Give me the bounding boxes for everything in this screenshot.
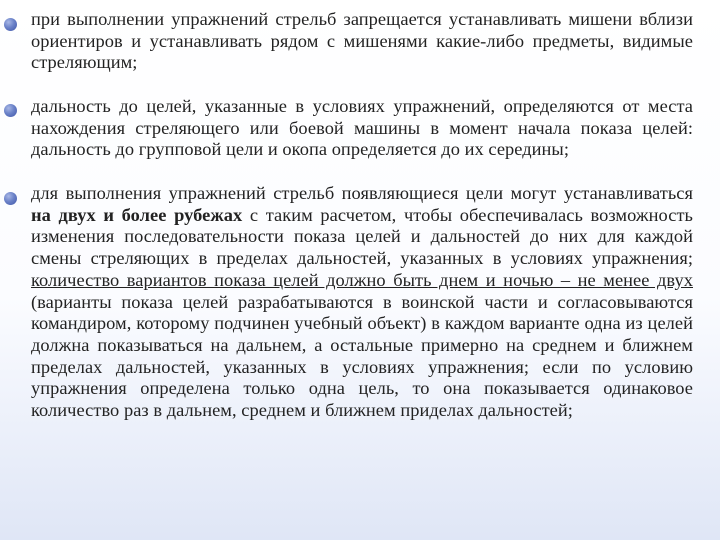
item-2-text: дальность до целей, указанные в условиях упражнений, определяются от места нахождения стреляющего или боевой машины в момент начала показа целей: дальность до групповой цели и окопа определяется до их середины; <box>31 96 693 160</box>
bullet-icon <box>4 104 17 117</box>
bullet-icon <box>4 18 17 31</box>
list-item-3 <box>31 183 693 422</box>
item-3-underlined-text: количество вариантов показа целей должно быть днем и ночью – не менее двух <box>31 269 693 290</box>
item-3-bold-text: на двух и более рубежах <box>31 204 243 225</box>
list-item-2 <box>31 96 693 161</box>
item-1-text: при выполнении упражнений стрельб запрещается устанавливать мишени вблизи ориентиров и устанавливать рядом с мишенями какие-либо предметы, видимые стреляющим; <box>31 9 693 73</box>
item-3-text-a: для выполнения упражнений стрельб появляющиеся цели могут устанавливаться <box>31 183 693 203</box>
item-3-text-b: с таким расчетом, чтобы обеспечивалась возможность изменения последовательности показа целей и дальностей до них для каждой смены стреляющих в пределах дальностей, указанных в условиях упражнения; <box>31 204 693 269</box>
item-3-text-c: (варианты показа целей разрабатываются в воинской части и согласовываются командиром, которому подчинен учебный объект) в каждом варианте одна из целей должна показываться на дальнем, а остальные примерно на среднем и ближнем пределах дальностей, указанных в условиях упражнения; если по условию упражнения определена только одна цель, то она показывается одинаковое количество раз в дальнем, среднем и ближнем приделах дальностей; <box>31 291 693 421</box>
list-item-1 <box>31 9 693 74</box>
bullet-icon <box>4 192 17 205</box>
